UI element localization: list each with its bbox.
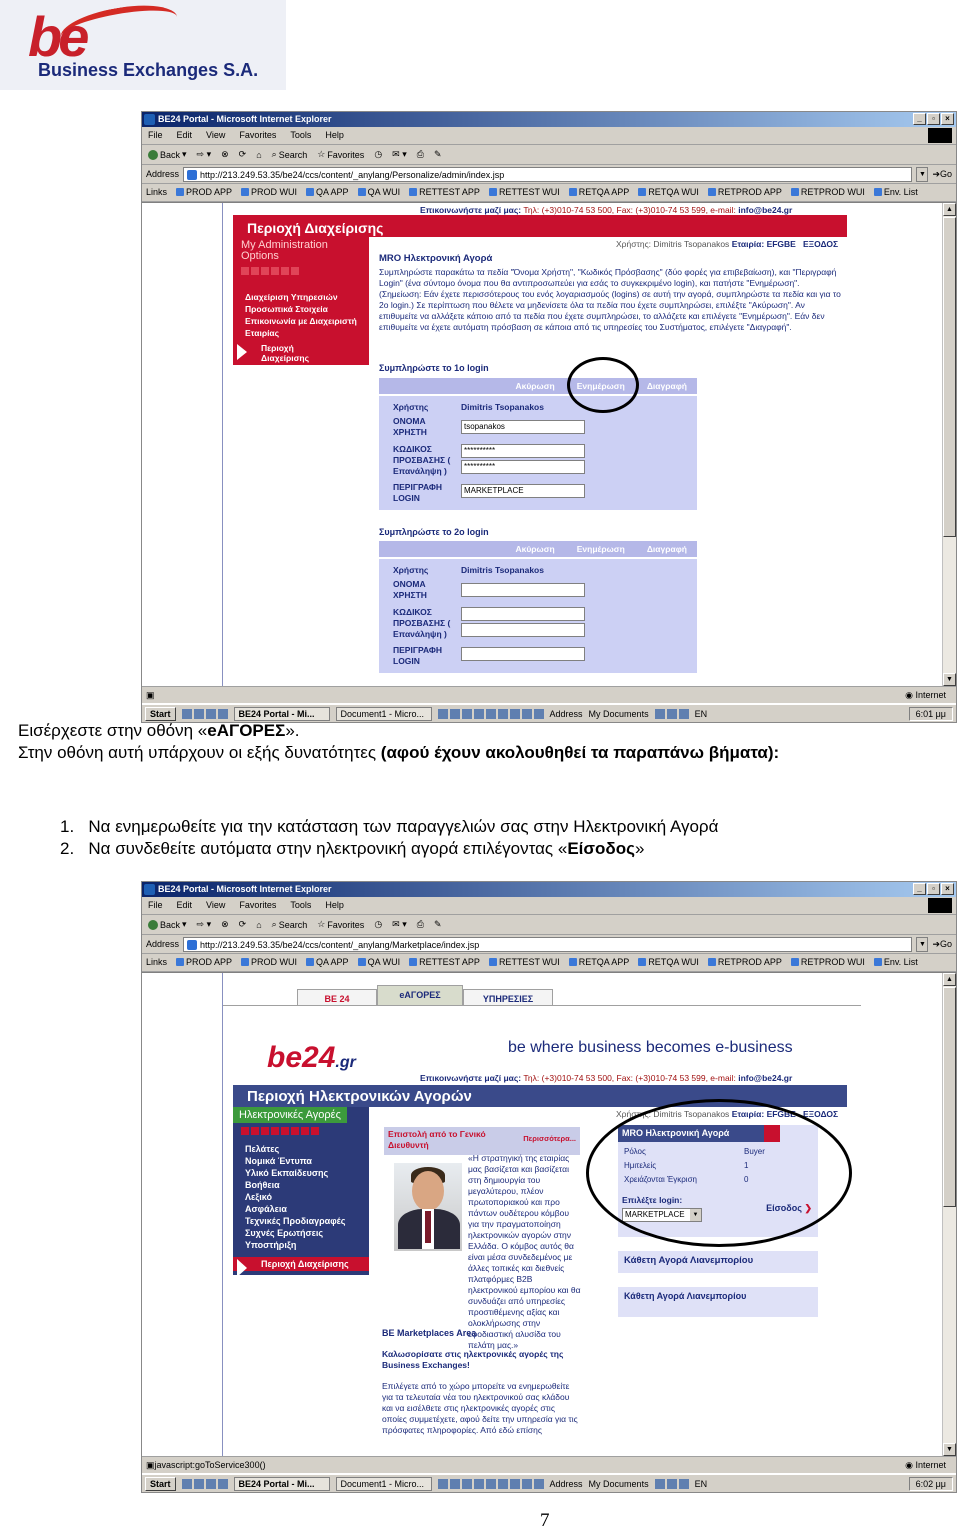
go-button[interactable]: ➔Go bbox=[932, 938, 952, 949]
link-prod-app[interactable]: PROD APP bbox=[176, 187, 232, 198]
page-title: MRO Ηλεκτρονική Αγορά bbox=[379, 253, 493, 264]
link-env-list[interactable]: Env. List bbox=[874, 957, 918, 968]
window-title: BE24 Portal - Microsoft Internet Explorer bbox=[158, 884, 332, 894]
link-rettest-app[interactable]: RETTEST APP bbox=[409, 957, 480, 968]
chevron-right-icon: ❯ bbox=[804, 1203, 812, 1213]
menu-help[interactable]: Help bbox=[325, 900, 344, 910]
login2-cancel-button[interactable]: Ακύρωση bbox=[515, 544, 555, 554]
security-zone: ◉ Internet bbox=[905, 1460, 946, 1470]
letter-text-top: «Η στρατηγική της εταιρίας μας βασίζεται και βασίζεται στη δημιουργία του μεγαλύτερου, πλέον πρωτοποριακού και προ πάντων ουδέτερου κόμβου για την πραγματοποίηση ηλεκτρονικών αγορών στην Ελλάδα. Ο κόμβος αυτός θα είναι μέσα συνδεδεμένος με άλλες τοπικές και διεθνείς πλατφόρμες B2B ηλεκτρονικού εμπορίου και θα συνδυάζει από υπηρεσίες προστιθέμενης αξίας και ολοκλήρωσης στην εφοδιαστική αλυσίδα του πελάτη μας.» bbox=[468, 1153, 581, 1350]
address-dropdown[interactable]: ▼ bbox=[916, 937, 928, 952]
login1-password-confirm-input[interactable]: ********** bbox=[461, 460, 585, 474]
scroll-down-arrow[interactable]: ▼ bbox=[943, 673, 956, 686]
menu-favorites[interactable]: Favorites bbox=[239, 900, 277, 910]
mro-title: MRO Ηλεκτρονική Αγορά bbox=[618, 1125, 778, 1142]
scroll-thumb[interactable] bbox=[943, 987, 956, 1207]
nav-item-support[interactable]: Υποστήριξη bbox=[245, 1240, 297, 1250]
tray-icons-left bbox=[438, 1479, 544, 1489]
area-title: BE Marketplaces Area bbox=[382, 1328, 477, 1338]
link-retprod-wui[interactable]: RETPROD WUI bbox=[791, 957, 865, 968]
task-word[interactable]: Document1 - Micro... bbox=[336, 1477, 432, 1491]
links-label: Links bbox=[146, 187, 168, 197]
close-button[interactable]: × bbox=[941, 883, 954, 895]
nav-item-security[interactable]: Ασφάλεια bbox=[245, 1204, 287, 1214]
ie-window-marketplace bbox=[141, 881, 957, 1493]
link-retprod-app[interactable]: RETPROD APP bbox=[708, 187, 782, 198]
page-number: 7 bbox=[540, 1510, 550, 1531]
nav-item-personal[interactable]: Προσωπικά Στοιχεία bbox=[245, 304, 328, 314]
page-left-margin bbox=[142, 203, 223, 686]
nav-item-contact-admin[interactable]: Επικοινωνία με Διαχειριστή Εταιρίας bbox=[245, 316, 357, 338]
restore-button[interactable]: ▫ bbox=[927, 113, 940, 125]
nav-admin-area-link[interactable]: Περιοχή Διαχείρισης bbox=[233, 343, 303, 363]
mro-row-incomplete: Ημιτελείς 1 bbox=[624, 1161, 749, 1170]
ie-icon bbox=[144, 114, 155, 125]
nav-squares bbox=[233, 265, 369, 277]
nav-header: Ηλεκτρονικές Αγορές bbox=[233, 1107, 347, 1123]
marketplace-nav-panel bbox=[233, 1107, 369, 1275]
mail-icon[interactable]: ✉ ▾ bbox=[392, 149, 407, 159]
menu-view[interactable]: View bbox=[206, 900, 226, 910]
status-bar bbox=[142, 1456, 956, 1473]
edit-icon[interactable]: ✎ bbox=[433, 149, 442, 159]
windows-taskbar bbox=[142, 1473, 956, 1492]
start-button[interactable]: Start bbox=[145, 707, 176, 721]
highlight-circle-mro bbox=[586, 1099, 852, 1247]
login2-delete-button[interactable]: Διαγραφή bbox=[646, 544, 687, 554]
edit-icon[interactable]: ✎ bbox=[433, 919, 442, 929]
login1-delete-button[interactable]: Διαγραφή bbox=[646, 381, 687, 391]
search-button[interactable]: ⌕ Search bbox=[271, 919, 308, 930]
menu-file[interactable]: File bbox=[148, 900, 163, 910]
scroll-down-arrow[interactable]: ▼ bbox=[943, 1443, 956, 1456]
intro-line-1: Εισέρχεστε στην οθόνη «eΑΓΟΡΕΣ». bbox=[18, 721, 300, 740]
admin-nav-panel bbox=[233, 237, 369, 365]
slogan: be where business becomes e-business bbox=[508, 1039, 793, 1056]
stop-icon[interactable]: ⊗ bbox=[221, 149, 229, 159]
tray-language[interactable]: EN bbox=[694, 708, 708, 719]
login2-password-input[interactable] bbox=[461, 607, 585, 621]
menu-tools[interactable]: Tools bbox=[290, 900, 312, 910]
user-label: Χρήστης bbox=[393, 402, 429, 412]
link-retqa-app[interactable]: RETQA APP bbox=[569, 187, 630, 198]
password-label: ΚΩΔΙΚΟΣ ΠΡΟΣΒΑΣΗΣ ( Επανάληψη ) bbox=[393, 607, 451, 639]
tray-icons-left bbox=[438, 709, 544, 719]
link-qa-wui[interactable]: QA WUI bbox=[358, 957, 401, 968]
print-icon[interactable]: ⎙ bbox=[416, 149, 424, 159]
restore-button[interactable]: ▫ bbox=[927, 883, 940, 895]
nav-item-customers[interactable]: Πελάτες bbox=[245, 1144, 280, 1154]
status-text: javascript:goToService300() bbox=[154, 1460, 266, 1470]
ie-window-admin bbox=[141, 111, 957, 723]
taskbar-clock: 6:01 μμ bbox=[909, 707, 953, 721]
standard-toolbar bbox=[142, 915, 956, 935]
standard-toolbar bbox=[142, 145, 956, 165]
login1-cancel-button[interactable]: Ακύρωση bbox=[515, 381, 555, 391]
scroll-thumb[interactable] bbox=[943, 217, 956, 537]
go-button[interactable]: ➔Go bbox=[932, 168, 952, 179]
welcome-text: Επιλέγετε από το χώρο μπορείτε να ενημερωθείτε για τα τελευταία νέα του ηλεκτρονικού σας κλάδου και να εισέλθετε στις ηλεκτρονικές αγορές στις οποίες συμμετέχετε, αφού δείτε την υπηρεσία για τις πρόσφατες πληροφορίες. Από εδώ επίσης bbox=[382, 1381, 578, 1435]
login1-form bbox=[379, 396, 697, 510]
mro-row-role: Ρόλος Buyer bbox=[624, 1147, 765, 1156]
nav-item-specs[interactable]: Τεχνικές Προδιαγραφές bbox=[245, 1216, 346, 1226]
address-bar bbox=[142, 935, 956, 954]
link-rettest-wui[interactable]: RETTEST WUI bbox=[489, 187, 560, 198]
nav-item-faq[interactable]: Συχνές Ερωτήσεις bbox=[245, 1228, 324, 1238]
vertical-scrollbar[interactable] bbox=[942, 973, 956, 1456]
favorites-button[interactable]: ☆ Favorites bbox=[317, 149, 365, 160]
tray-address[interactable]: Address bbox=[549, 1478, 583, 1489]
address-input[interactable]: http://213.249.53.35/be24/ccs/content/_anylang/Marketplace/index.jsp bbox=[183, 937, 912, 952]
link-qa-app[interactable]: QA APP bbox=[306, 957, 349, 968]
login2-update-button[interactable]: Ενημέρωση bbox=[576, 544, 625, 554]
link-qa-wui[interactable]: QA WUI bbox=[358, 187, 401, 198]
favorites-button[interactable]: ☆ Favorites bbox=[317, 919, 365, 930]
nav-item-glossary[interactable]: Λεξικό bbox=[245, 1192, 272, 1202]
menu-edit[interactable]: Edit bbox=[176, 130, 193, 140]
menu-bar bbox=[142, 897, 956, 915]
login1-title: Συμπληρώστε το 1ο login bbox=[379, 363, 489, 373]
link-retqa-wui[interactable]: RETQA WUI bbox=[638, 957, 699, 968]
forward-button[interactable]: ⇨ ▾ bbox=[196, 149, 212, 159]
link-rettest-wui[interactable]: RETTEST WUI bbox=[489, 957, 560, 968]
link-retqa-app[interactable]: RETQA APP bbox=[569, 957, 630, 968]
task-word[interactable]: Document1 - Micro... bbox=[336, 707, 432, 721]
company-logo bbox=[0, 0, 286, 90]
link-prod-wui[interactable]: PROD WUI bbox=[241, 957, 297, 968]
description-label: ΠΕΡΙΓΡΑΦΗ LOGIN bbox=[393, 645, 443, 666]
intro-line-2: Στην οθόνη αυτή υπάρχουν οι εξής δυνατότητες (αφού έχουν ακολουθηθεί τα παραπάνω βήματα): bbox=[18, 743, 780, 762]
login2-actions bbox=[379, 541, 697, 557]
address-label: Address bbox=[146, 169, 180, 179]
director-photo bbox=[394, 1163, 462, 1251]
page-content bbox=[142, 972, 956, 1456]
security-zone: ◉ Internet bbox=[905, 690, 946, 700]
section-title-bar: Περιοχή Διαχείρισης bbox=[233, 215, 847, 237]
link-qa-app[interactable]: QA APP bbox=[306, 187, 349, 198]
history-icon[interactable]: ◷ bbox=[374, 149, 383, 159]
letter-more-link[interactable]: Περισσότερα... bbox=[523, 1134, 576, 1143]
login1-username-input[interactable]: tsopanakos bbox=[461, 420, 585, 434]
refresh-icon[interactable]: ⟳ bbox=[238, 149, 247, 159]
forward-button[interactable]: ⇨ ▾ bbox=[196, 919, 212, 929]
login-select[interactable]: MARKETPLACE ▼ bbox=[622, 1208, 702, 1222]
user-line: Χρήστης: Dimitris Tsopanakos Εταιρία: EFGBE ΕΞΟΔΟΣ bbox=[616, 1109, 839, 1119]
address-label: Address bbox=[146, 939, 180, 949]
login2-description-input[interactable] bbox=[461, 647, 585, 661]
links-bar bbox=[142, 184, 956, 202]
task-ie[interactable]: BE24 Portal - Mi... bbox=[234, 707, 330, 721]
tab-be24[interactable]: BE 24 bbox=[297, 989, 377, 1005]
menu-tools[interactable]: Tools bbox=[290, 130, 312, 140]
tray-language[interactable]: EN bbox=[694, 1478, 708, 1489]
link-retqa-wui[interactable]: RETQA WUI bbox=[638, 187, 699, 198]
mro-row-approval: Χρειάζονται Έγκριση 0 bbox=[624, 1175, 749, 1184]
status-bar bbox=[142, 686, 956, 703]
minimize-button[interactable]: _ bbox=[913, 113, 926, 125]
menu-file[interactable]: File bbox=[148, 130, 163, 140]
back-button[interactable]: Back ▾ bbox=[148, 149, 187, 160]
logo-mark: be bbox=[28, 5, 86, 68]
search-button[interactable]: ⌕ Search bbox=[271, 149, 308, 160]
login1-actions bbox=[379, 378, 697, 394]
login2-user-value: Dimitris Tsopanakos bbox=[461, 565, 544, 575]
address-bar bbox=[142, 165, 956, 184]
home-icon[interactable]: ⌂ bbox=[256, 149, 262, 160]
letter-header: Επιστολή από το Γενικό Διευθυντή Περισσότερα... bbox=[384, 1127, 580, 1155]
contact-line: Επικοινωνήστε μαζί μας: Τηλ: (+3)010-74 53 500, Fax: (+3)010-74 53 599, e-mail: info@be24.gr bbox=[420, 1073, 793, 1083]
windows-flag-icon bbox=[928, 898, 952, 913]
status-page-icon: ▣ bbox=[146, 689, 155, 700]
nav-admin-area-link[interactable]: Περιοχή Διαχείρισης bbox=[233, 1257, 369, 1271]
ie-icon bbox=[144, 884, 155, 895]
highlight-circle-update bbox=[567, 357, 639, 413]
tray-icons-right bbox=[655, 709, 689, 719]
tray-my-documents[interactable]: My Documents bbox=[588, 1478, 649, 1489]
nav-header: My Administration Options bbox=[241, 239, 328, 262]
menu-view[interactable]: View bbox=[206, 130, 226, 140]
start-button[interactable]: Start bbox=[145, 1477, 176, 1491]
taskbar-clock: 6:02 μμ bbox=[909, 1477, 953, 1491]
nav-item-services[interactable]: Διαχείριση Υπηρεσιών bbox=[245, 292, 338, 302]
links-label: Links bbox=[146, 957, 168, 967]
list-item-2: 2. Να συνδεθείτε αυτόματα στην ηλεκτρονική αγορά επιλέγοντας «Είσοδος» bbox=[60, 839, 645, 858]
be24-logo: be24.gr bbox=[267, 1041, 356, 1074]
username-label: ΟΝΟΜΑ ΧΡΗΣΤΗ bbox=[393, 416, 427, 437]
vertical-market-link-1[interactable]: Κάθετη Αγορά Λιανεμπορίου bbox=[618, 1251, 818, 1273]
tray-my-documents[interactable]: My Documents bbox=[588, 708, 649, 719]
user-line: Χρήστης: Dimitris Tsopanakos Εταιρία: EFGBE ΕΞΟΔΟΣ bbox=[616, 239, 839, 249]
menu-bar bbox=[142, 127, 956, 145]
print-icon[interactable]: ⎙ bbox=[416, 919, 424, 929]
vertical-scrollbar[interactable] bbox=[942, 203, 956, 686]
description-label: ΠΕΡΙΓΡΑΦΗ LOGIN bbox=[393, 482, 443, 503]
login-select-label: Επιλέξτε login: bbox=[622, 1195, 683, 1205]
close-button[interactable]: × bbox=[941, 113, 954, 125]
task-ie[interactable]: BE24 Portal - Mi... bbox=[234, 1477, 330, 1491]
stop-icon[interactable]: ⊗ bbox=[221, 919, 229, 929]
menu-help[interactable]: Help bbox=[325, 130, 344, 140]
logout-link[interactable]: ΕΞΟΔΟΣ bbox=[802, 239, 839, 249]
home-icon[interactable]: ⌂ bbox=[256, 919, 262, 930]
enter-button[interactable]: Είσοδος ❯ bbox=[766, 1203, 812, 1213]
page-left-margin bbox=[142, 973, 223, 1456]
instructions-text: Συμπληρώστε παρακάτω τα πεδία "Όνομα Χρήστη", "Κωδικός Πρόσβασης" (δύο φορές για επιβεβαίωση), και "Περιγραφή Login" (ένα σύντομο όνομα που θα αντιπροσωπεύει για εσάς το συγκεκριμένο login), και πατήστε "Ενημέρωση". (Σημείωση: Εάν έχετε περισσότερους του ενός λογαριασμούς (logins) σε αυτή την αγορά, συμπληρώστε τα πεδία και για το 2ο login.) Σε περίπτωση που θέλετε να μηδενίσετε όλα τα πεδία που έχετε συμπληρώσει, επιλέξτε "Ακύρωση". Αν επιθυμείτε να αλλάξετε κάποιο από τα πεδία που έχετε συμπληρώσει, το αλλάζετε και επιλέγετε "Ενημέρωση". Εάν δεν επιθυμείτε να έχετε αυτόματη πρόσβαση σε κάποια από τις υπηρεσίες του Συστήματος, επιλέγετε "Διαγραφή". bbox=[379, 267, 841, 332]
login2-username-input[interactable] bbox=[461, 583, 585, 597]
nav-item-legal[interactable]: Νομικά Έντυπα bbox=[245, 1156, 312, 1166]
tray-address[interactable]: Address bbox=[549, 708, 583, 719]
link-rettest-app[interactable]: RETTEST APP bbox=[409, 187, 480, 198]
password-label: ΚΩΔΙΚΟΣ ΠΡΟΣΒΑΣΗΣ ( Επανάληψη ) bbox=[393, 444, 451, 476]
status-page-icon: ▣ bbox=[146, 1459, 155, 1470]
scroll-up-arrow[interactable]: ▲ bbox=[943, 973, 956, 986]
tab-services[interactable]: ΥΠΗΡΕΣΙΕΣ bbox=[463, 989, 553, 1005]
windows-flag-icon bbox=[928, 128, 952, 143]
login1-user-value: Dimitris Tsopanakos bbox=[461, 402, 544, 412]
nav-squares bbox=[233, 1123, 369, 1139]
user-label: Χρήστης bbox=[393, 565, 429, 575]
link-prod-wui[interactable]: PROD WUI bbox=[241, 187, 297, 198]
tab-eagores[interactable]: eΑΓΟΡΕΣ bbox=[377, 985, 463, 1005]
window-title: BE24 Portal - Microsoft Internet Explorer bbox=[158, 114, 332, 124]
vertical-market-link-2[interactable]: Κάθετη Αγορά Λιανεμπορίου bbox=[618, 1287, 818, 1317]
quick-launch bbox=[182, 1479, 228, 1489]
link-retprod-wui[interactable]: RETPROD WUI bbox=[791, 187, 865, 198]
welcome-heading: Καλωσορίσατε στις ηλεκτρονικές αγορές της Business Exchanges! bbox=[382, 1349, 564, 1370]
login1-description-input[interactable]: MARKETPLACE bbox=[461, 484, 585, 498]
contact-line: Επικοινωνήστε μαζί μας: Τηλ: (+3)010-74 53 500, Fax: (+3)010-74 53 599, e-mail: info@be24.gr bbox=[420, 205, 793, 215]
login1-update-button[interactable]: Ενημέρωση bbox=[576, 381, 625, 391]
link-retprod-app[interactable]: RETPROD APP bbox=[708, 957, 782, 968]
history-icon[interactable]: ◷ bbox=[374, 919, 383, 929]
login1-password-input[interactable]: ********** bbox=[461, 444, 585, 458]
scroll-up-arrow[interactable]: ▲ bbox=[943, 203, 956, 216]
login2-title: Συμπληρώστε το 2ο login bbox=[379, 527, 489, 537]
window-titlebar bbox=[142, 112, 956, 127]
page-content bbox=[142, 202, 956, 686]
login2-password-confirm-input[interactable] bbox=[461, 623, 585, 637]
username-label: ΟΝΟΜΑ ΧΡΗΣΤΗ bbox=[393, 579, 427, 600]
login2-form bbox=[379, 559, 697, 673]
tray-icons-right bbox=[655, 1479, 689, 1489]
links-bar bbox=[142, 954, 956, 972]
back-arrow-icon bbox=[148, 150, 158, 160]
logo-company-name: Business Exchanges S.A. bbox=[38, 60, 259, 80]
link-env-list[interactable]: Env. List bbox=[874, 187, 918, 198]
menu-favorites[interactable]: Favorites bbox=[239, 130, 277, 140]
section-title-bar: Περιοχή Ηλεκτρονικών Αγορών bbox=[233, 1085, 847, 1107]
link-prod-app[interactable]: PROD APP bbox=[176, 957, 232, 968]
refresh-icon[interactable]: ⟳ bbox=[238, 919, 247, 929]
back-arrow-icon bbox=[148, 920, 158, 930]
address-input[interactable]: http://213.249.53.35/be24/ccs/content/_anylang/Personalize/admin/index.jsp bbox=[183, 167, 912, 182]
quick-launch bbox=[182, 709, 228, 719]
back-button[interactable]: Back ▾ bbox=[148, 919, 187, 930]
nav-item-training[interactable]: Υλικό Εκπαίδευσης bbox=[245, 1168, 329, 1178]
tabs-divider bbox=[223, 1005, 861, 1006]
window-titlebar bbox=[142, 882, 956, 897]
list-item-1: 1. Να ενημερωθείτε για την κατάσταση των παραγγελιών σας στην Ηλεκτρονική Αγορά bbox=[60, 817, 719, 836]
menu-edit[interactable]: Edit bbox=[176, 900, 193, 910]
nav-item-help[interactable]: Βοήθεια bbox=[245, 1180, 280, 1190]
logout-link[interactable]: ΕΞΟΔΟΣ bbox=[802, 1109, 839, 1119]
address-dropdown[interactable]: ▼ bbox=[916, 167, 928, 182]
mail-icon[interactable]: ✉ ▾ bbox=[392, 919, 407, 929]
minimize-button[interactable]: _ bbox=[913, 883, 926, 895]
